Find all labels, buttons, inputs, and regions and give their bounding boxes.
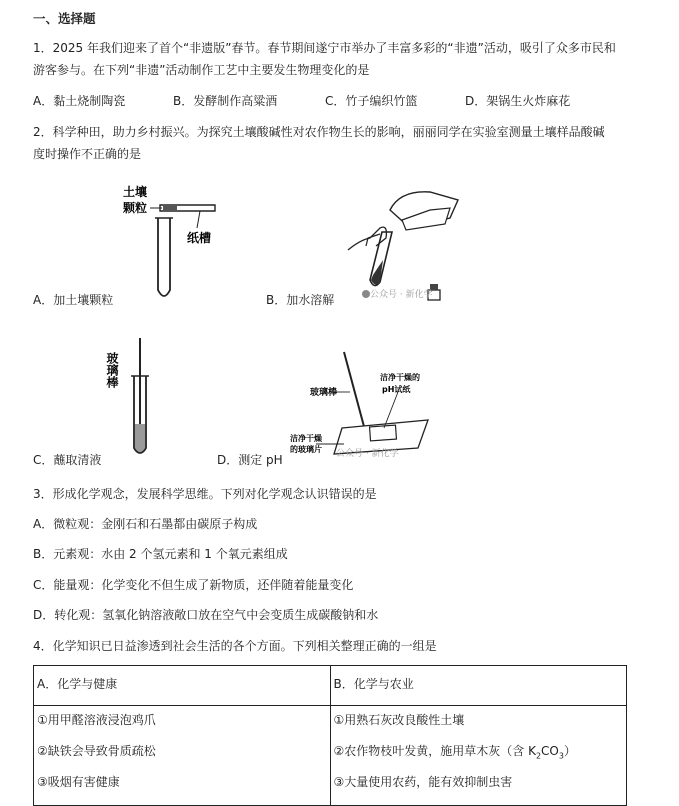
q2-option-c: C．蘸取清液 <box>33 453 102 467</box>
q1-option-c: C．竹子编织竹篮 <box>325 94 418 108</box>
section-title: 一、选择题 <box>33 11 96 26</box>
q4-b-item-2: ②农作物枝叶发黄，施用草木灰（含 $K_2CO_3$） <box>333 744 576 761</box>
q2-option-d: D．测定 pH <box>217 453 283 467</box>
figure-c-dip-solution <box>105 336 168 460</box>
q3-option-c: C．能量观：化学变化不但生成了新物质，还伴随着能量变化 <box>33 578 354 592</box>
q2-stem-line2: 度时操作不正确的是 <box>33 147 142 161</box>
q4-b-item-1: ①用熟石灰改良酸性土壤 <box>333 713 465 727</box>
figure-d-label-glass-slide: 的玻璃片 <box>290 445 322 454</box>
figure-d-label-glass-rod: 玻璃棒 <box>310 388 338 398</box>
q3-stem: 3．形成化学观念，发展科学思维。下列对化学观念认识错误的是 <box>33 487 377 501</box>
q2-stem-line1: 2．科学种田，助力乡村振兴。为探究土壤酸碱性对农作物生长的影响，丽丽同学在实验室测量土壤样品酸碱 <box>33 125 605 139</box>
q2-option-b: B．加水溶解 <box>266 293 335 307</box>
q1-option-b: B．发酵制作高粱酒 <box>173 94 278 108</box>
figure-a-label-particles: 颗粒 <box>123 201 148 215</box>
figure-d-label-ph-paper: pH试纸 <box>382 385 411 394</box>
figure-a-add-soil <box>105 180 235 305</box>
figure-d-label-clean-dry-2: 洁净干燥 <box>290 434 322 443</box>
q1-option-d: D．架锅生火炸麻花 <box>465 94 571 108</box>
q4-stem: 4．化学知识已日益渗透到社会生活的各个方面。下列相关整理正确的一组是 <box>33 639 437 653</box>
watermark-b: 公众号 · 新化学 <box>370 290 433 300</box>
q1-options <box>33 93 570 109</box>
q4-header-b: B．化学与农业 <box>330 666 627 706</box>
figure-c-label-glass-rod: 玻璃棒 <box>105 352 119 388</box>
q3-option-b: B．元素观：水由 2 个氢元素和 1 个氧元素组成 <box>33 547 288 561</box>
figure-d-measure-ph <box>288 348 438 460</box>
q1-stem-line1: 1．2025 年我们迎来了首个“非遗版”春节。春节期间遂宁市举办了丰富多彩的“非遗”活动，吸引了众多市民和 <box>33 41 616 55</box>
q4-header-a: A．化学与健康 <box>34 666 331 706</box>
figure-d-label-clean-dry: 洁净干燥的 <box>380 373 420 382</box>
q3-option-a: A．微粒观：金刚石和石墨都由碳原子构成 <box>33 517 258 531</box>
q1-option-a: A．黏土烧制陶瓷 <box>33 94 126 108</box>
q4-cell-b <box>330 706 627 806</box>
q4-b-item-3: ③大量使用农药，能有效抑制虫害 <box>333 775 513 789</box>
figure-a-label-soil: 土壤 <box>123 185 148 199</box>
q4-cell-a <box>34 706 331 806</box>
q4-a-item-3: ③吸烟有害健康 <box>37 775 120 789</box>
watermark-d: 公众号 · 新化学 <box>336 449 399 459</box>
q3-option-d: D．转化观：氢氧化钠溶液敞口放在空气中会变质生成碳酸钠和水 <box>33 608 379 622</box>
q4-a-item-1: ①用甲醛溶液浸泡鸡爪 <box>37 713 156 727</box>
q4-a-item-2: ②缺铁会导致骨质疏松 <box>37 744 156 758</box>
q2-option-a: A．加土壤颗粒 <box>33 293 114 307</box>
q1-stem-line2: 游客参与。在下列“非遗”活动制作工艺中主要发生物理变化的是 <box>33 63 370 77</box>
figure-a-label-trough: 纸槽 <box>187 231 212 245</box>
q4-table <box>33 665 627 806</box>
